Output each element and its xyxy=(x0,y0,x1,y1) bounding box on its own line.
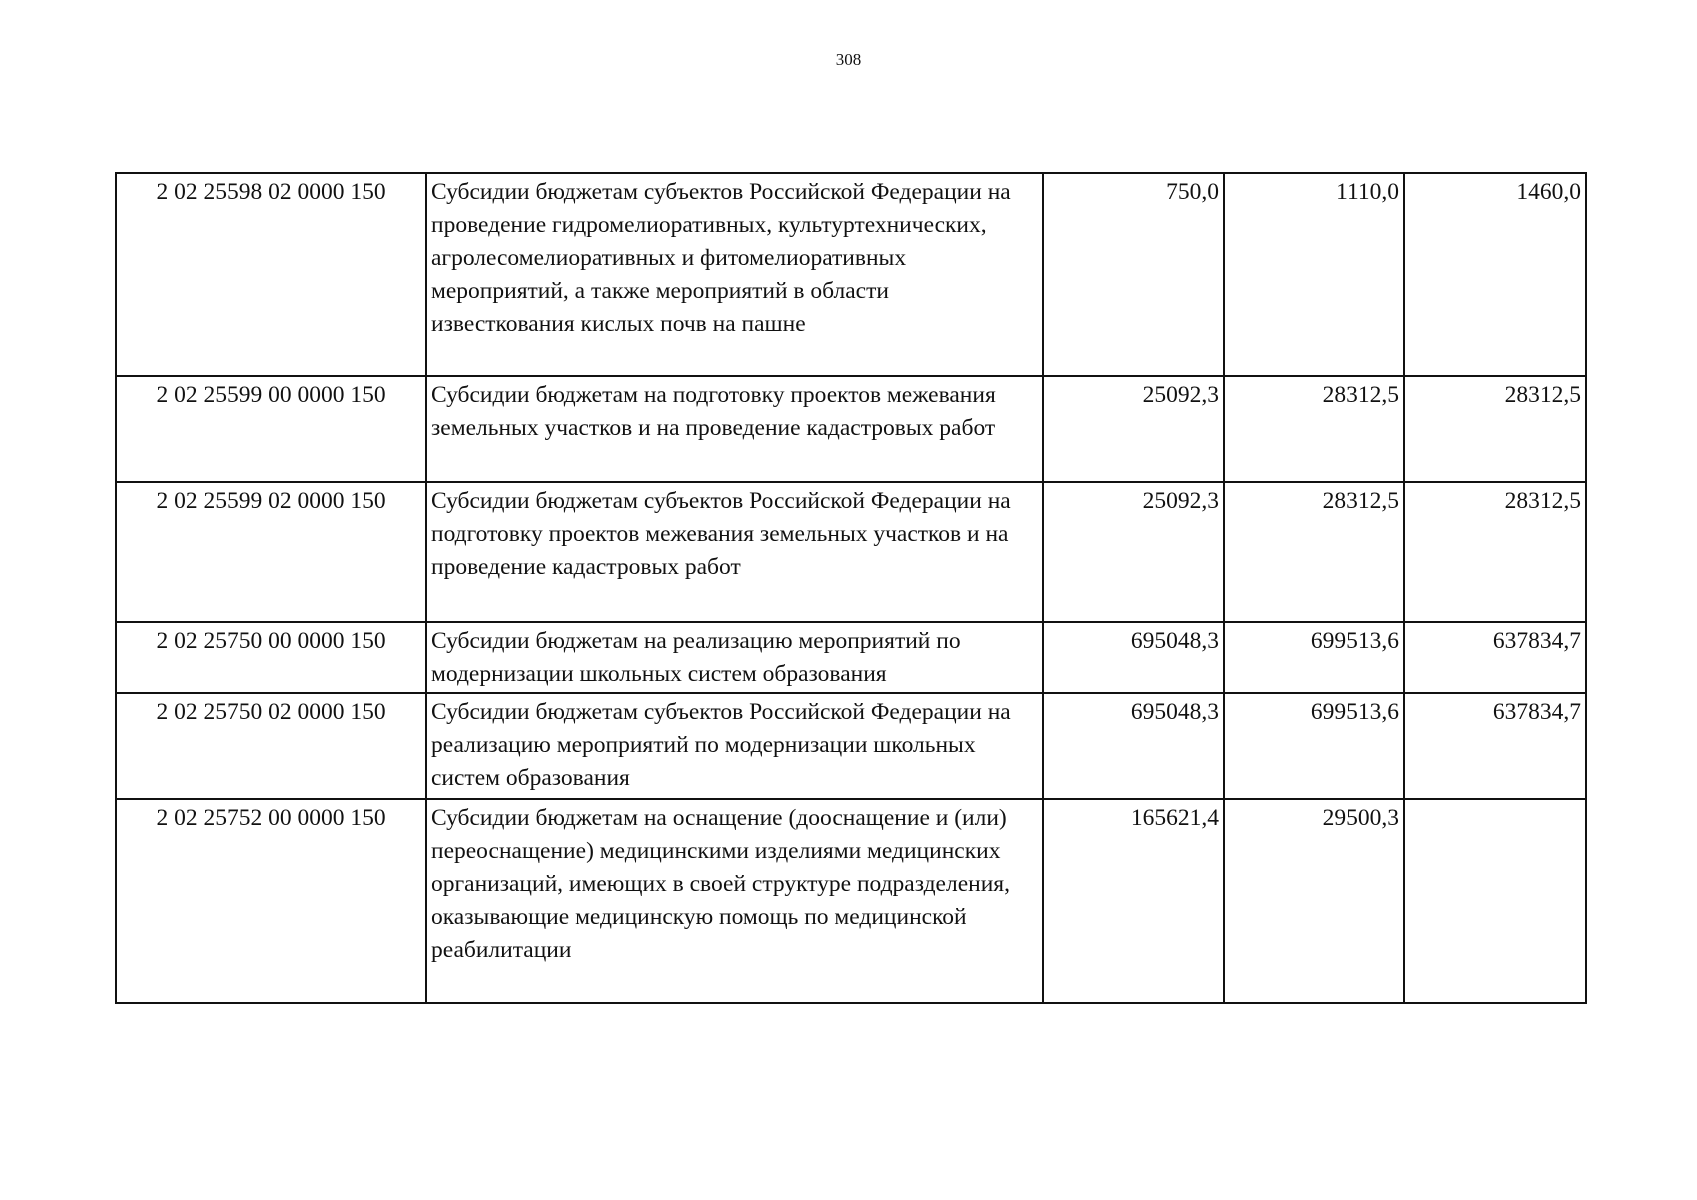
description-cell: Субсидии бюджетам субъектов Российской Федерации на реализацию мероприятий по модернизации школьных систем образования xyxy=(426,693,1043,799)
description-cell: Субсидии бюджетам на подготовку проектов межевания земельных участков и на проведение кадастровых работ xyxy=(426,376,1043,482)
amount-year-2-cell: 28312,5 xyxy=(1224,376,1404,482)
table-row xyxy=(116,482,1586,622)
budget-code-cell: 2 02 25750 00 0000 150 xyxy=(116,622,426,693)
budget-code-cell: 2 02 25599 00 0000 150 xyxy=(116,376,426,482)
amount-year-2-cell: 1110,0 xyxy=(1224,173,1404,376)
amount-year-1-cell: 750,0 xyxy=(1043,173,1224,376)
budget-table xyxy=(115,172,1587,1004)
description-cell: Субсидии бюджетам субъектов Российской Федерации на подготовку проектов межевания земельных участков и на проведение кадастровых работ xyxy=(426,482,1043,622)
amount-year-1-cell: 25092,3 xyxy=(1043,376,1224,482)
amount-year-1-cell: 695048,3 xyxy=(1043,693,1224,799)
amount-year-2-cell: 699513,6 xyxy=(1224,693,1404,799)
amount-year-2-cell: 699513,6 xyxy=(1224,622,1404,693)
amount-year-3-cell: 637834,7 xyxy=(1404,622,1586,693)
amount-year-2-cell: 28312,5 xyxy=(1224,482,1404,622)
amount-year-3-cell: 28312,5 xyxy=(1404,482,1586,622)
amount-year-1-cell: 25092,3 xyxy=(1043,482,1224,622)
amount-year-1-cell: 695048,3 xyxy=(1043,622,1224,693)
table-row xyxy=(116,693,1586,799)
budget-code-cell: 2 02 25750 02 0000 150 xyxy=(116,693,426,799)
page-number: 308 xyxy=(835,50,862,69)
table-row xyxy=(116,622,1586,693)
description-cell: Субсидии бюджетам на реализацию мероприятий по модернизации школьных систем образования xyxy=(426,622,1043,693)
amount-year-3-cell xyxy=(1404,799,1586,1003)
table-row xyxy=(116,376,1586,482)
description-cell: Субсидии бюджетам субъектов Российской Федерации на проведение гидромелиоративных, культуртехнических, агролесомелиоративных и фитомелиоративных мероприятий, а также мероприятий в области известкования кислых почв на пашне xyxy=(426,173,1043,376)
amount-year-3-cell: 637834,7 xyxy=(1404,693,1586,799)
amount-year-3-cell: 1460,0 xyxy=(1404,173,1586,376)
budget-code-cell: 2 02 25598 02 0000 150 xyxy=(116,173,426,376)
amount-year-1-cell: 165621,4 xyxy=(1043,799,1224,1003)
budget-code-cell: 2 02 25752 00 0000 150 xyxy=(116,799,426,1003)
table-row xyxy=(116,173,1586,376)
description-cell: Субсидии бюджетам на оснащение (дооснащение и (или) переоснащение) медицинскими изделиями медицинских организаций, имеющих в своей структуре подразделения, оказывающие медицинскую помощь по медицинской реабилитации xyxy=(426,799,1043,1003)
amount-year-2-cell: 29500,3 xyxy=(1224,799,1404,1003)
amount-year-3-cell: 28312,5 xyxy=(1404,376,1586,482)
table-row xyxy=(116,799,1586,1003)
budget-code-cell: 2 02 25599 02 0000 150 xyxy=(116,482,426,622)
